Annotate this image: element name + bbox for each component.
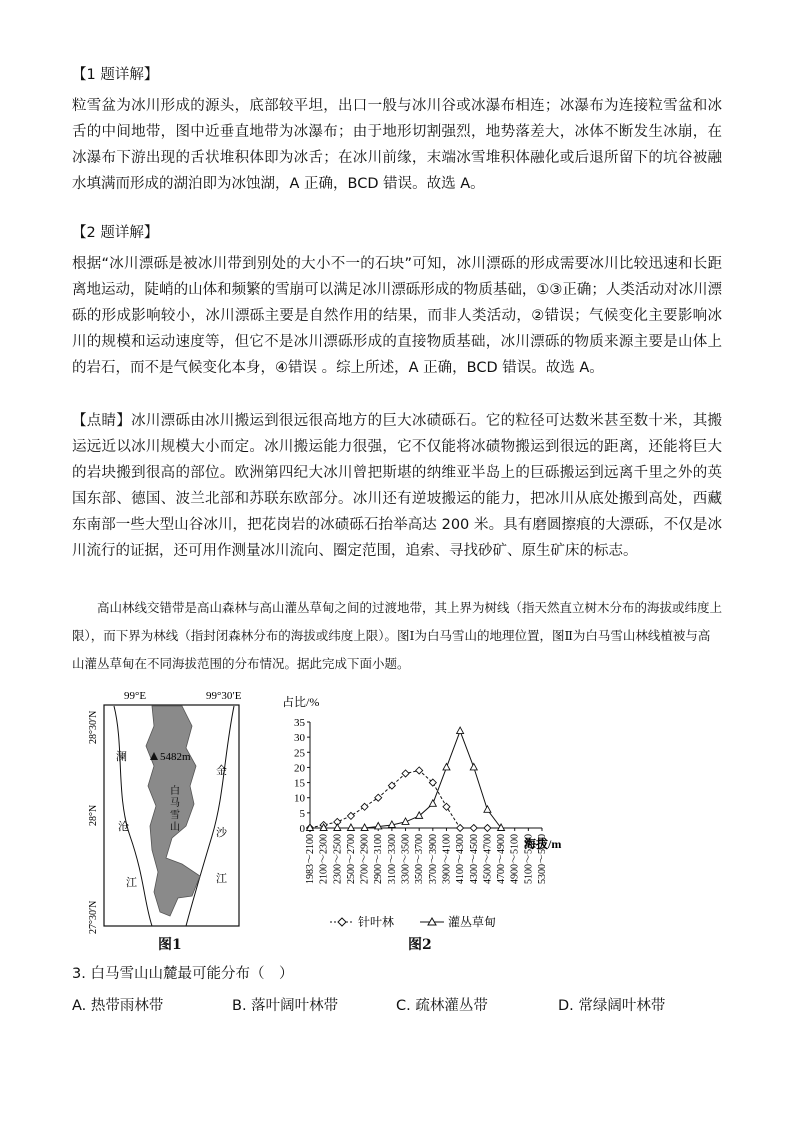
tip-paragraph (72, 408, 722, 564)
option-b[interactable]: B. 落叶阔叶林带 (232, 998, 339, 1014)
x-tick-label: 4700～4900 (496, 834, 508, 884)
data-point-shrub (443, 763, 450, 770)
y-tick-label: 20 (294, 762, 305, 775)
data-point-shrub (457, 727, 464, 734)
x-tick-label: 4300～4500 (468, 834, 480, 884)
lat-label-27-30n: 27°30′N (88, 900, 99, 934)
mountain-char-2: 马 (170, 798, 180, 809)
y-tick-label: 35 (294, 717, 305, 729)
x-tick-label: 3700～3900 (427, 834, 439, 884)
mountain-char-3: 雪 (170, 810, 180, 821)
figure2-caption: 图2 (408, 937, 432, 953)
x-tick-label: 1983～2100 (305, 834, 316, 884)
data-point-shrub (347, 824, 354, 831)
y-tick-label: 25 (294, 747, 305, 760)
x-tick-label: 2300～2500 (332, 834, 344, 884)
river-right-char-3: 江 (216, 873, 227, 885)
river-left-char-1: 澜 (116, 751, 127, 763)
river-right-char-2: 沙 (216, 827, 227, 839)
lancang-river (114, 706, 152, 926)
x-tick-label: 5100～5300 (523, 834, 535, 884)
x-tick-label: 2700～2900 (359, 834, 371, 884)
data-point-conifer (361, 803, 368, 810)
q1-explanation: 粒雪盆为冰川形成的源头，底部较平坦，出口一般与冰川谷或冰瀑布相连；冰瀑布为连接粒雪盆和冰舌的中间地带，图中近垂直地带为冰瀑布；由于地形切割强烈，地势落差大，冰体不断发生冰崩，在冰瀑布下游出现的舌状堆积体即为冰舌；在冰川前缘，末端冰雪堆积体融化或后退所留下的坑谷被融水填满而形成的湖泊即为冰蚀湖，A 正确，BCD 错误。故选 A。 (72, 98, 722, 192)
x-tick-label: 2500～2700 (345, 834, 357, 884)
question-intro: 高山林线交错带是高山森林与高山灌丛草甸之间的过渡地带，其上界为树线（指天然直立树木分布的海拔或纬度上限），而下界为林线（指封闭森林分布的海拔或纬度上限）。图Ⅰ为白马雪山的地理位置，图Ⅱ为白马雪山林线植被与高山灌丛草甸在不同海拔范围的分布情况。据此完成下面小题。 (72, 600, 723, 671)
y-tick-label: 10 (294, 792, 305, 805)
data-point-conifer (416, 767, 423, 774)
y-tick-label: 15 (294, 777, 305, 790)
y-tick-label: 5 (299, 807, 305, 820)
x-tick-label: 5300～5500 (537, 834, 548, 884)
river-left-char-3: 江 (126, 877, 137, 889)
figure2-chart (280, 686, 580, 936)
legend-label-shrub: 灌丛草甸 (448, 915, 497, 929)
data-point-conifer (402, 770, 409, 777)
data-point-shrub (334, 824, 341, 831)
tip-heading: 【点睛】 (72, 413, 132, 429)
x-tick-label: 3300～3500 (400, 834, 412, 884)
y-tick-label: 0 (299, 823, 305, 835)
x-tick-label: 3100～3300 (386, 834, 398, 884)
data-point-shrub (416, 812, 423, 819)
q2-explanation: 根据“冰川漂砾是被冰川带到别处的大小不一的石块”可知，冰川漂砾的形成需要冰川比较迅速和长距离地运动，陡峭的山体和频繁的雪崩可以满足冰川漂砾形成的物质基础，①③正确；人类活动对冰川漂砾的形成影响较小，冰川漂砾主要是自然作用的结果，而非人类活动，②错误；气候变化主要影响冰川的规模和运动速度等，但它不是冰川漂砾形成的直接物质基础，冰川漂砾的物质来源主要是山体上的岩石，而不是气候变化本身，④错误 。综上所述，A 正确，BCD 错误。故选 A。 (72, 256, 722, 376)
x-tick-label: 3500～3700 (414, 834, 426, 884)
option-d[interactable]: D. 常绿阔叶林带 (558, 998, 666, 1014)
data-point-shrub (470, 763, 477, 770)
data-point-conifer (347, 812, 354, 819)
figure1-map (74, 686, 274, 946)
tip-text: 冰川漂砾由冰川搬运到很远很高地方的巨大冰碛砾石。它的粒径可达数米甚至数十米，其搬运远近以冰川规模大小而定。冰川搬运能力很强，它不仅能将冰碛物搬运到很远的距离，还能将巨大的岩块搬到很高的部位。欧洲第四纪大冰川曾把斯堪的纳维亚半岛上的巨砾搬运到远离千里之外的英国东部、德国、波兰北部和苏联东欧部分。冰川还有逆坡搬运的能力，把冰川从底处搬到高处，西藏东南部一些大型山谷冰川，把花岗岩的冰碛砾石抬举高达 200 米。具有磨圆擦痕的大漂砾，不仅是冰川流行的证据，还可用作测量冰川流向、圈定范围，追索、寻找砂矿、原生矿床的标志。 (72, 413, 723, 559)
figure1-caption: 图1 (158, 937, 182, 953)
chart-legend (330, 914, 496, 929)
river-left-char-2: 沧 (118, 821, 129, 833)
option-c[interactable]: C. 疏林灌丛带 (396, 998, 488, 1014)
legend-label-conifer: 针叶林 (358, 915, 395, 929)
data-point-conifer (470, 825, 477, 832)
y-tick-label: 30 (294, 732, 305, 745)
peak-elevation: 5482m (160, 751, 191, 763)
lon-label-99-30e: 99°30′E (206, 690, 242, 702)
x-tick-label: 2100～2300 (318, 834, 330, 884)
chart-ylabel: 占比/% (282, 695, 320, 709)
mountain-char-1: 白 (170, 786, 180, 797)
legend-diamond-marker (338, 918, 346, 926)
x-tick-label: 4500～4700 (482, 834, 494, 884)
data-point-conifer (457, 825, 464, 832)
chart-xlabel: 海拔/m (524, 837, 562, 851)
data-point-conifer (443, 803, 450, 810)
data-point-conifer (484, 825, 491, 832)
lon-label-99e: 99°E (124, 690, 147, 702)
series-line-shrub (310, 731, 501, 828)
data-point-shrub (484, 806, 491, 813)
data-point-conifer (375, 794, 382, 801)
x-tick-label: 3900～4100 (441, 834, 453, 884)
data-point-shrub (429, 800, 436, 807)
lat-label-28n: 28°N (88, 804, 99, 826)
option-a[interactable]: A. 热带雨林带 (72, 998, 164, 1014)
mountain-char-4: 山 (170, 822, 180, 833)
river-right-char-1: 金 (216, 765, 227, 777)
lat-label-28-30n: 28°30′N (88, 710, 99, 744)
x-tick-label: 2900～3100 (373, 834, 385, 884)
x-tick-label: 4900～5100 (509, 834, 521, 884)
x-tick-label: 4100～4300 (455, 834, 467, 884)
question-stem: 3. 白马雪山山麓最可能分布（ ） (72, 966, 294, 982)
q2-heading: 【2 题详解】 (72, 225, 159, 241)
q1-heading: 【1 题详解】 (72, 67, 159, 83)
